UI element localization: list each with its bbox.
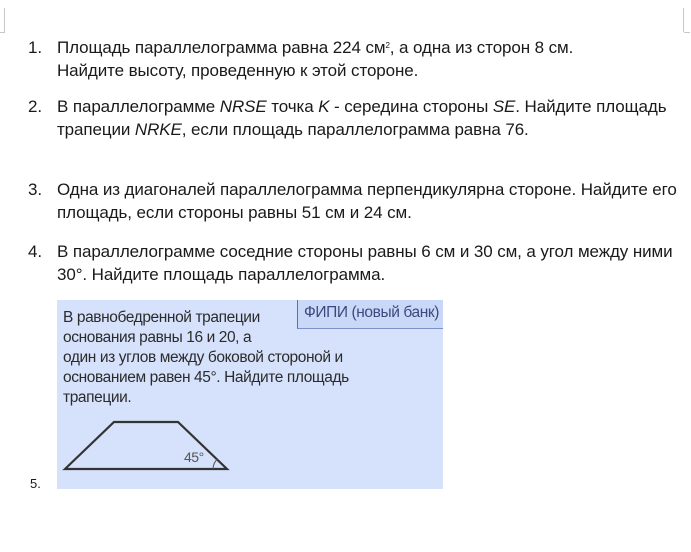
page-corner-mark-top-right <box>683 8 684 32</box>
task-number: 2. <box>28 97 42 116</box>
task-number: 4. <box>28 242 42 261</box>
task-item-2 <box>28 95 688 141</box>
task-number: 5. <box>30 476 41 491</box>
task-number: 1. <box>28 38 42 57</box>
task-number: 3. <box>28 180 42 199</box>
italic-term: NRSE <box>219 97 267 116</box>
fipi-text-line: В равнобедренной трапеции <box>63 309 260 326</box>
italic-term: NRKE <box>134 120 182 139</box>
page-corner-mark-top-left <box>4 8 5 32</box>
superscript-squared: 2 <box>385 41 390 50</box>
fipi-text-line: основания равны 16 и 20, а <box>63 329 252 346</box>
fipi-text-line: один из углов между боковой стороной и <box>63 349 343 366</box>
angle-label: 45° <box>184 449 204 465</box>
task-text-part: В параллелограмме <box>57 97 220 116</box>
task-text-part: , если площадь параллелограмма равна 76. <box>181 120 529 139</box>
trapezoid-figure <box>57 300 443 489</box>
task-text <box>57 36 688 82</box>
italic-term: K <box>318 97 330 116</box>
task-item-1 <box>28 36 688 82</box>
fipi-text-line: трапеции. <box>63 389 132 406</box>
italic-term: SE <box>492 97 516 116</box>
task-text-part: Площадь параллелограмма равна 224 см <box>57 38 386 57</box>
task-text-part: . Найдите площадь трапеции <box>57 97 667 139</box>
task-text-part: - середина стороны <box>329 97 493 116</box>
task-item-3 <box>28 178 688 224</box>
task-text-part: , а одна из сторон 8 см. <box>389 38 574 57</box>
task-text-part: точка <box>266 97 319 116</box>
task-text-part: Найдите высоту, проведенную к этой стороне. <box>57 61 419 80</box>
fipi-text-line: основанием равен 45°. Найдите площадь <box>63 369 349 386</box>
fipi-task-image <box>57 300 443 489</box>
task-text: Одна из диагоналей параллелограмма перпендикулярна стороне. Найдите его площадь, если стороны равны 51 см и 24 см. <box>57 180 677 222</box>
task-text: В параллелограмме соседние стороны равны 6 см и 30 см, а угол между ними 30°. Найдите площадь параллелограмма. <box>57 242 673 284</box>
task-text <box>57 95 682 141</box>
task-item-4 <box>28 240 688 286</box>
fipi-source-tab: ФИПИ (новый банк) <box>297 300 443 329</box>
